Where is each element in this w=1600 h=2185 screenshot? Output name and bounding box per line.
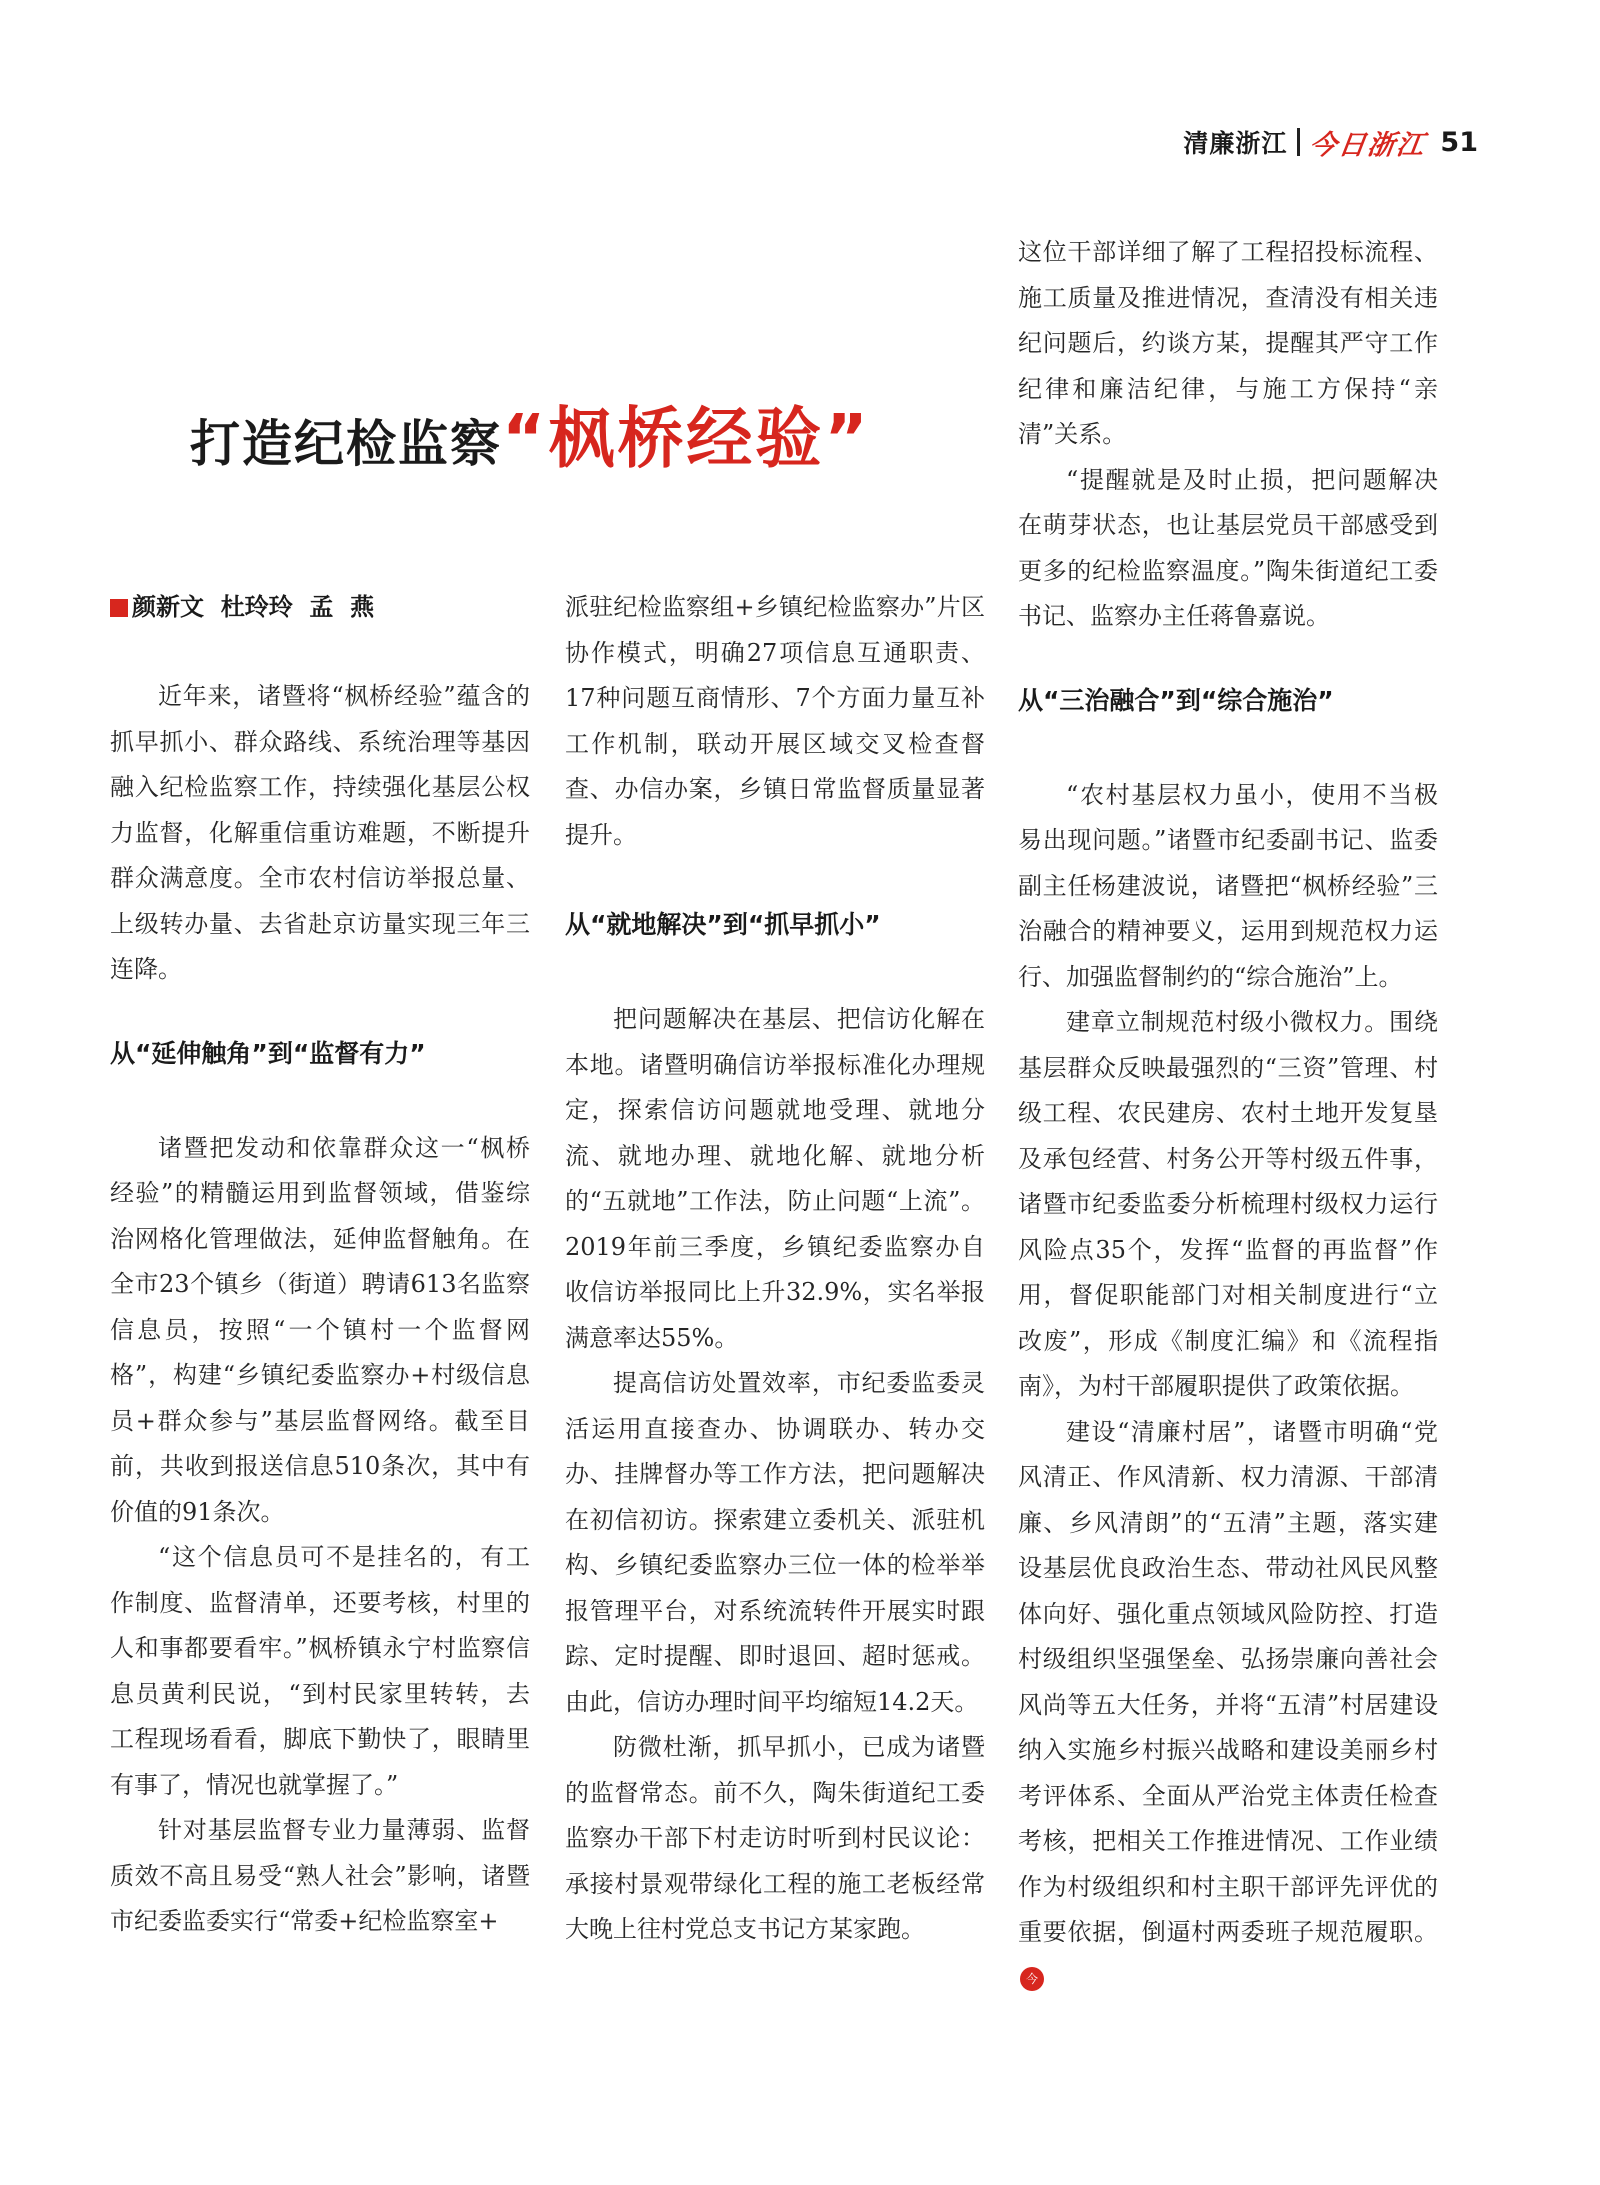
page-header — [1183, 122, 1478, 162]
page-number: 51 — [1440, 126, 1478, 158]
paragraph: 提高信访处置效率，市纪委监委灵活运用直接查办、协调联办、转办交办、挂牌督办等工作方法，把问题解决在初信初访。探索建立委机关、派驻机构、乡镇纪委监察办三位一体的检举举报管理平台，对系统流转件开展实时跟踪、定时提醒、即时退回、超时惩戒。由此，信访办理时间平均缩短14.2天。 — [565, 1369, 985, 1716]
column-left — [110, 585, 530, 1945]
paragraph-final — [1018, 1410, 1438, 2002]
subheading-1: 从“延伸触角”到“监督有力” — [110, 1038, 426, 1068]
byline — [110, 585, 530, 630]
paragraph: 建章立制规范村级小微权力。围绕基层群众反映最强烈的“三资”管理、村级工程、农民建房、农村土地开发复垦及承包经营、村务公开等村级五件事，诸暨市纪委监委分析梳理村级权力运行风险点35个，发挥“监督的再监督”作用，督促职能部门对相关制度进行“立改废”，形成《制度汇编》和《流程指南》，为村干部履职提供了政策依据。 — [1018, 1008, 1438, 1400]
paragraph-final-text: 建设“清廉村居”，诸暨市明确“党风清正、作风清新、权力清源、干部清廉、乡风清朗”的“五清”主题，落实建设基层优良政治生态、带动社风民风整体向好、强化重点领域风险防控、打造村级组织坚强堡垒、弘扬崇廉向善社会风尚等五大任务，并将“五清”村居建设纳入实施乡村振兴战略和建设美丽乡村考评体系、全面从严治党主体责任检查考核，把相关工作推进情况、工作业绩作为村级组织和村主职干部评先评优的重要依据，倒逼村两委班子规范履职。 — [1018, 1417, 1438, 1946]
paragraph: 诸暨把发动和依靠群众这一“枫桥经验”的精髓运用到监督领域，借鉴综治网格化管理做法，延伸监督触角。在全市23个镇乡（街道）聘请613名监察信息员，按照“一个镇村一个监督网格”，构建“乡镇纪委监察办+村级信息员+群众参与”基层监督网络。截至目前，共收到报送信息510条次，其中有价值的91条次。 — [110, 1133, 530, 1526]
paragraph: “这个信息员可不是挂名的，有工作制度、监督清单，还要考核，村里的人和事都要看牢。”枫桥镇永宁村监察信息员黄利民说，“到村民家里转转，去工程现场看看，脚底下勤快了，眼睛里有事了，情况也就掌握了。” — [110, 1543, 530, 1799]
paragraph: “农村基层权力虽小，使用不当极易出现问题。”诸暨市纪委副书记、监委副主任杨建波说，诸暨把“枫桥经验”三治融合的精神要义，运用到规范权力运行、加强监督制约的“综合施治”上。 — [1018, 780, 1438, 991]
subheading-2: 从“就地解决”到“抓早抓小” — [565, 910, 881, 939]
section-name: 清廉浙江 — [1183, 129, 1288, 158]
paragraph: 针对基层监督专业力量薄弱、监督质效不高且易受“熟人社会”影响，诸暨市纪委监委实行“常委+纪检监察室+ — [110, 1816, 530, 1935]
paragraph-continued: 派驻纪检监察组+乡镇纪检监察办”片区协作模式，明确27项信息互通职责、17种问题互商情形、7个方面力量互补工作机制，联动开展区域交叉检查督查、办信办案，乡镇日常监督质量显著提升。 — [565, 593, 985, 849]
article-title — [190, 385, 871, 480]
paragraph: “提醒就是及时止损，把问题解决在萌芽状态，也让基层党员干部感受到更多的纪检监察温度。”陶朱街道纪工委书记、监察办主任蒋鲁嘉说。 — [1018, 465, 1438, 630]
header-divider — [1297, 128, 1300, 156]
title-highlight: “枫桥经验” — [502, 400, 871, 477]
end-mark-icon: 今 — [1020, 1967, 1044, 1991]
paragraph: 防微杜渐，抓早抓小，已成为诸暨的监督常态。前不久，陶朱街道纪工委监察办干部下村走访时听到村民议论：承接村景观带绿化工程的施工老板经常大晚上往村党总支书记方某家跑。 — [565, 1733, 985, 1943]
paragraph-intro: 近年来，诸暨将“枫桥经验”蕴含的抓早抓小、群众路线、系统治理等基因融入纪检监察工作，持续强化基层公权力监督，化解重信重访难题，不断提升群众满意度。全市农村信访举报总量、上级转办量、去省赴京访量实现三年三连降。 — [110, 682, 530, 983]
magazine-logo: 今日浙江 — [1307, 129, 1429, 161]
byline-text: 颜新文 杜玲玲 孟 燕 — [132, 592, 375, 621]
byline-marker — [110, 599, 128, 617]
subheading-3: 从“三治融合”到“综合施治” — [1018, 685, 1334, 715]
title-prefix: 打造纪检监察 — [190, 415, 502, 473]
column-right — [1018, 230, 1438, 2001]
paragraph: 把问题解决在基层、把信访化解在本地。诸暨明确信访举报标准化办理规定，探索信访问题就地受理、就地分流、就地办理、就地化解、就地分析的“五就地”工作法，防止问题“上流”。2019年前三季度，乡镇纪委监察办自收信访举报同比上升32.9%，实名举报满意率达55%。 — [565, 1005, 985, 1352]
column-middle — [565, 585, 985, 1953]
paragraph-continued: 这位干部详细了解了工程招投标流程、施工质量及推进情况，查清没有相关违纪问题后，约谈方某，提醒其严守工作纪律和廉洁纪律，与施工方保持“亲清”关系。 — [1018, 238, 1438, 448]
